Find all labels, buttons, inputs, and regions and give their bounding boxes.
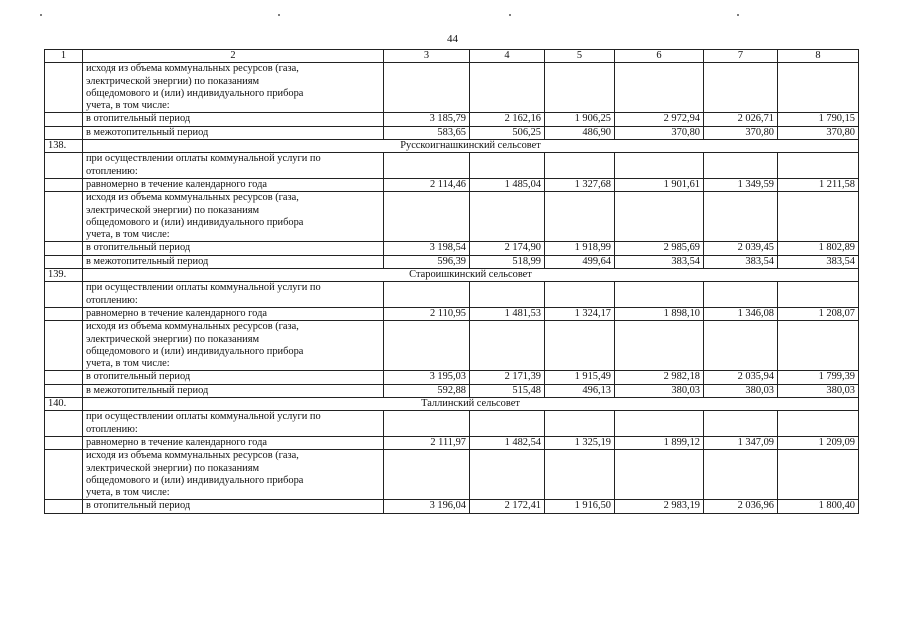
empty-cell <box>778 450 859 500</box>
empty-cell <box>704 450 778 500</box>
empty-cell <box>45 126 83 139</box>
method-description-row <box>45 192 859 242</box>
empty-cell <box>45 255 83 268</box>
tariff-row <box>45 178 859 191</box>
empty-cell <box>615 153 704 179</box>
tariff-value: 2 171,39 <box>470 371 545 384</box>
tariff-value: 2 111,97 <box>384 436 470 449</box>
empty-cell <box>45 153 83 179</box>
description-line: при осуществлении оплаты коммунальной услуги по <box>86 282 321 294</box>
tariff-value: 2 982,18 <box>615 371 704 384</box>
tariff-value: 3 195,03 <box>384 371 470 384</box>
region-name: Русскоигнашкинский сельсовет <box>83 140 859 153</box>
tariff-value: 2 174,90 <box>470 242 545 255</box>
empty-cell <box>384 282 470 308</box>
tariff-value: 1 898,10 <box>615 307 704 320</box>
tariff-value: 1 802,89 <box>778 242 859 255</box>
empty-cell <box>45 113 83 126</box>
empty-cell <box>704 63 778 113</box>
region-name: Таллинский сельсовет <box>83 398 859 411</box>
tariff-value: 583,65 <box>384 126 470 139</box>
description-line: отоплению: <box>86 423 138 435</box>
description-line: при осуществлении оплаты коммунальной услуги по <box>86 411 321 423</box>
empty-cell <box>615 192 704 242</box>
tariff-value: 486,90 <box>545 126 615 139</box>
method-description <box>83 411 384 437</box>
tariff-value: 3 185,79 <box>384 113 470 126</box>
empty-cell <box>470 192 545 242</box>
method-description-row <box>45 63 859 113</box>
tariff-value: 1 347,09 <box>704 436 778 449</box>
tariff-value: 2 172,41 <box>470 500 545 513</box>
empty-cell <box>384 63 470 113</box>
description-line: электрической энергии) по показаниям <box>86 333 260 345</box>
method-description <box>83 450 384 500</box>
empty-cell <box>778 411 859 437</box>
empty-cell <box>615 282 704 308</box>
tariff-value: 1 481,53 <box>470 307 545 320</box>
tariff-value: 496,13 <box>545 384 615 397</box>
description-line: учета, в том числе: <box>86 487 170 499</box>
tariff-value: 1 482,54 <box>470 436 545 449</box>
row-label: в отопительный период <box>83 371 384 384</box>
tariff-value: 518,99 <box>470 255 545 268</box>
tariff-row <box>45 242 859 255</box>
empty-cell <box>545 282 615 308</box>
scan-speck <box>737 14 739 16</box>
region-row <box>45 398 859 411</box>
empty-cell <box>45 500 83 513</box>
row-label: в межотопительный период <box>83 126 384 139</box>
empty-cell <box>615 411 704 437</box>
tariff-value: 1 918,99 <box>545 242 615 255</box>
region-index: 140. <box>45 398 83 411</box>
method-description-row <box>45 282 859 308</box>
tariff-row <box>45 255 859 268</box>
tariff-value: 506,25 <box>470 126 545 139</box>
tariff-value: 370,80 <box>778 126 859 139</box>
empty-cell <box>45 321 83 371</box>
region-index: 138. <box>45 140 83 153</box>
tariff-value: 2 036,96 <box>704 500 778 513</box>
description-line: отоплению: <box>86 165 138 177</box>
empty-cell <box>384 321 470 371</box>
region-name: Староишкинский сельсовет <box>83 269 859 282</box>
row-label: в отопительный период <box>83 242 384 255</box>
empty-cell <box>545 411 615 437</box>
empty-cell <box>384 411 470 437</box>
tariff-value: 370,80 <box>615 126 704 139</box>
description-line: электрической энергии) по показаниям <box>86 462 260 474</box>
tariff-value: 3 196,04 <box>384 500 470 513</box>
description-line: учета, в том числе: <box>86 229 170 241</box>
method-description <box>83 192 384 242</box>
tariff-value: 2 026,71 <box>704 113 778 126</box>
empty-cell <box>545 321 615 371</box>
empty-cell <box>704 411 778 437</box>
tariff-value: 1 211,58 <box>778 178 859 191</box>
empty-cell <box>45 411 83 437</box>
empty-cell <box>470 450 545 500</box>
empty-cell <box>470 282 545 308</box>
page-number: 44 <box>447 33 458 45</box>
tariff-value: 1 208,07 <box>778 307 859 320</box>
tariff-value: 1 915,49 <box>545 371 615 384</box>
method-description <box>83 321 384 371</box>
tariff-value: 1 916,50 <box>545 500 615 513</box>
row-label: в отопительный период <box>83 500 384 513</box>
empty-cell <box>778 282 859 308</box>
empty-cell <box>615 450 704 500</box>
tariff-value: 1 790,15 <box>778 113 859 126</box>
empty-cell <box>615 63 704 113</box>
description-line: исходя из объема коммунальных ресурсов (газа, <box>86 321 299 333</box>
description-line: общедомового и (или) индивидуального прибора <box>86 87 304 99</box>
empty-cell <box>45 63 83 113</box>
method-description <box>83 153 384 179</box>
scan-speck <box>40 14 42 16</box>
tariff-row <box>45 113 859 126</box>
tariff-value: 383,54 <box>704 255 778 268</box>
description-line: исходя из объема коммунальных ресурсов (газа, <box>86 63 299 75</box>
empty-cell <box>704 192 778 242</box>
tariff-value: 1 906,25 <box>545 113 615 126</box>
column-header: 5 <box>545 50 615 63</box>
row-label: в отопительный период <box>83 113 384 126</box>
empty-cell <box>45 307 83 320</box>
row-label: в межотопительный период <box>83 255 384 268</box>
empty-cell <box>545 63 615 113</box>
tariff-value: 383,54 <box>615 255 704 268</box>
column-header: 4 <box>470 50 545 63</box>
row-label: в межотопительный период <box>83 384 384 397</box>
description-line: при осуществлении оплаты коммунальной услуги по <box>86 153 321 165</box>
method-description-row <box>45 321 859 371</box>
method-description <box>83 282 384 308</box>
row-label: равномерно в течение календарного года <box>83 178 384 191</box>
tariff-value: 370,80 <box>704 126 778 139</box>
tariff-value: 1 325,19 <box>545 436 615 449</box>
tariff-value: 3 198,54 <box>384 242 470 255</box>
empty-cell <box>45 371 83 384</box>
tariff-value: 1 327,68 <box>545 178 615 191</box>
tariff-value: 380,03 <box>704 384 778 397</box>
tariff-value: 2 110,95 <box>384 307 470 320</box>
empty-cell <box>45 450 83 500</box>
column-header: 7 <box>704 50 778 63</box>
tariff-value: 383,54 <box>778 255 859 268</box>
tariff-value: 1 485,04 <box>470 178 545 191</box>
description-line: исходя из объема коммунальных ресурсов (газа, <box>86 192 299 204</box>
empty-cell <box>470 153 545 179</box>
region-row <box>45 140 859 153</box>
tariff-value: 1 800,40 <box>778 500 859 513</box>
empty-cell <box>45 436 83 449</box>
region-index: 139. <box>45 269 83 282</box>
empty-cell <box>384 450 470 500</box>
description-line: общедомового и (или) индивидуального прибора <box>86 345 304 357</box>
scan-specks <box>0 14 905 20</box>
empty-cell <box>45 242 83 255</box>
description-line: учета, в том числе: <box>86 100 170 112</box>
empty-cell <box>778 321 859 371</box>
description-line: общедомового и (или) индивидуального прибора <box>86 216 304 228</box>
tariff-value: 2 972,94 <box>615 113 704 126</box>
tariff-value: 1 346,08 <box>704 307 778 320</box>
tariff-value: 2 039,45 <box>704 242 778 255</box>
tariff-value: 2 983,19 <box>615 500 704 513</box>
description-line: отоплению: <box>86 294 138 306</box>
region-row <box>45 269 859 282</box>
tariff-value: 2 985,69 <box>615 242 704 255</box>
empty-cell <box>45 192 83 242</box>
tariff-value: 1 899,12 <box>615 436 704 449</box>
tariff-value: 1 209,09 <box>778 436 859 449</box>
tariff-value: 592,88 <box>384 384 470 397</box>
description-line: общедомового и (или) индивидуального прибора <box>86 474 304 486</box>
empty-cell <box>704 153 778 179</box>
method-description-row <box>45 411 859 437</box>
row-label: равномерно в течение календарного года <box>83 436 384 449</box>
method-description <box>83 63 384 113</box>
empty-cell <box>704 282 778 308</box>
tariff-value: 2 114,46 <box>384 178 470 191</box>
tariff-value: 515,48 <box>470 384 545 397</box>
tariff-value: 1 901,61 <box>615 178 704 191</box>
description-line: электрической энергии) по показаниям <box>86 75 260 87</box>
empty-cell <box>45 282 83 308</box>
tariff-row <box>45 126 859 139</box>
tariff-value: 380,03 <box>615 384 704 397</box>
empty-cell <box>704 321 778 371</box>
empty-cell <box>615 321 704 371</box>
empty-cell <box>470 321 545 371</box>
empty-cell <box>470 63 545 113</box>
method-description-row <box>45 153 859 179</box>
description-line: исходя из объема коммунальных ресурсов (газа, <box>86 450 299 462</box>
tariff-value: 2 035,94 <box>704 371 778 384</box>
tariff-row <box>45 307 859 320</box>
tariff-value: 1 799,39 <box>778 371 859 384</box>
column-header: 6 <box>615 50 704 63</box>
header-row <box>45 50 859 63</box>
tariff-row <box>45 384 859 397</box>
empty-cell <box>384 153 470 179</box>
tariff-row <box>45 436 859 449</box>
tariff-value: 499,64 <box>545 255 615 268</box>
method-description-row <box>45 450 859 500</box>
tariff-value: 1 349,59 <box>704 178 778 191</box>
empty-cell <box>45 178 83 191</box>
row-label: равномерно в течение календарного года <box>83 307 384 320</box>
empty-cell <box>778 63 859 113</box>
description-line: электрической энергии) по показаниям <box>86 204 260 216</box>
empty-cell <box>545 153 615 179</box>
scan-speck <box>278 14 280 16</box>
empty-cell <box>384 192 470 242</box>
scan-speck <box>509 14 511 16</box>
tariff-row <box>45 500 859 513</box>
tariff-value: 380,03 <box>778 384 859 397</box>
tariff-row <box>45 371 859 384</box>
column-header: 1 <box>45 50 83 63</box>
column-header: 2 <box>83 50 384 63</box>
column-header: 8 <box>778 50 859 63</box>
tariff-body <box>45 50 859 514</box>
description-line: учета, в том числе: <box>86 358 170 370</box>
tariff-value: 2 162,16 <box>470 113 545 126</box>
tariff-table <box>44 49 859 514</box>
empty-cell <box>545 192 615 242</box>
empty-cell <box>470 411 545 437</box>
column-header: 3 <box>384 50 470 63</box>
empty-cell <box>545 450 615 500</box>
empty-cell <box>778 192 859 242</box>
empty-cell <box>45 384 83 397</box>
empty-cell <box>778 153 859 179</box>
tariff-value: 596,39 <box>384 255 470 268</box>
tariff-value: 1 324,17 <box>545 307 615 320</box>
